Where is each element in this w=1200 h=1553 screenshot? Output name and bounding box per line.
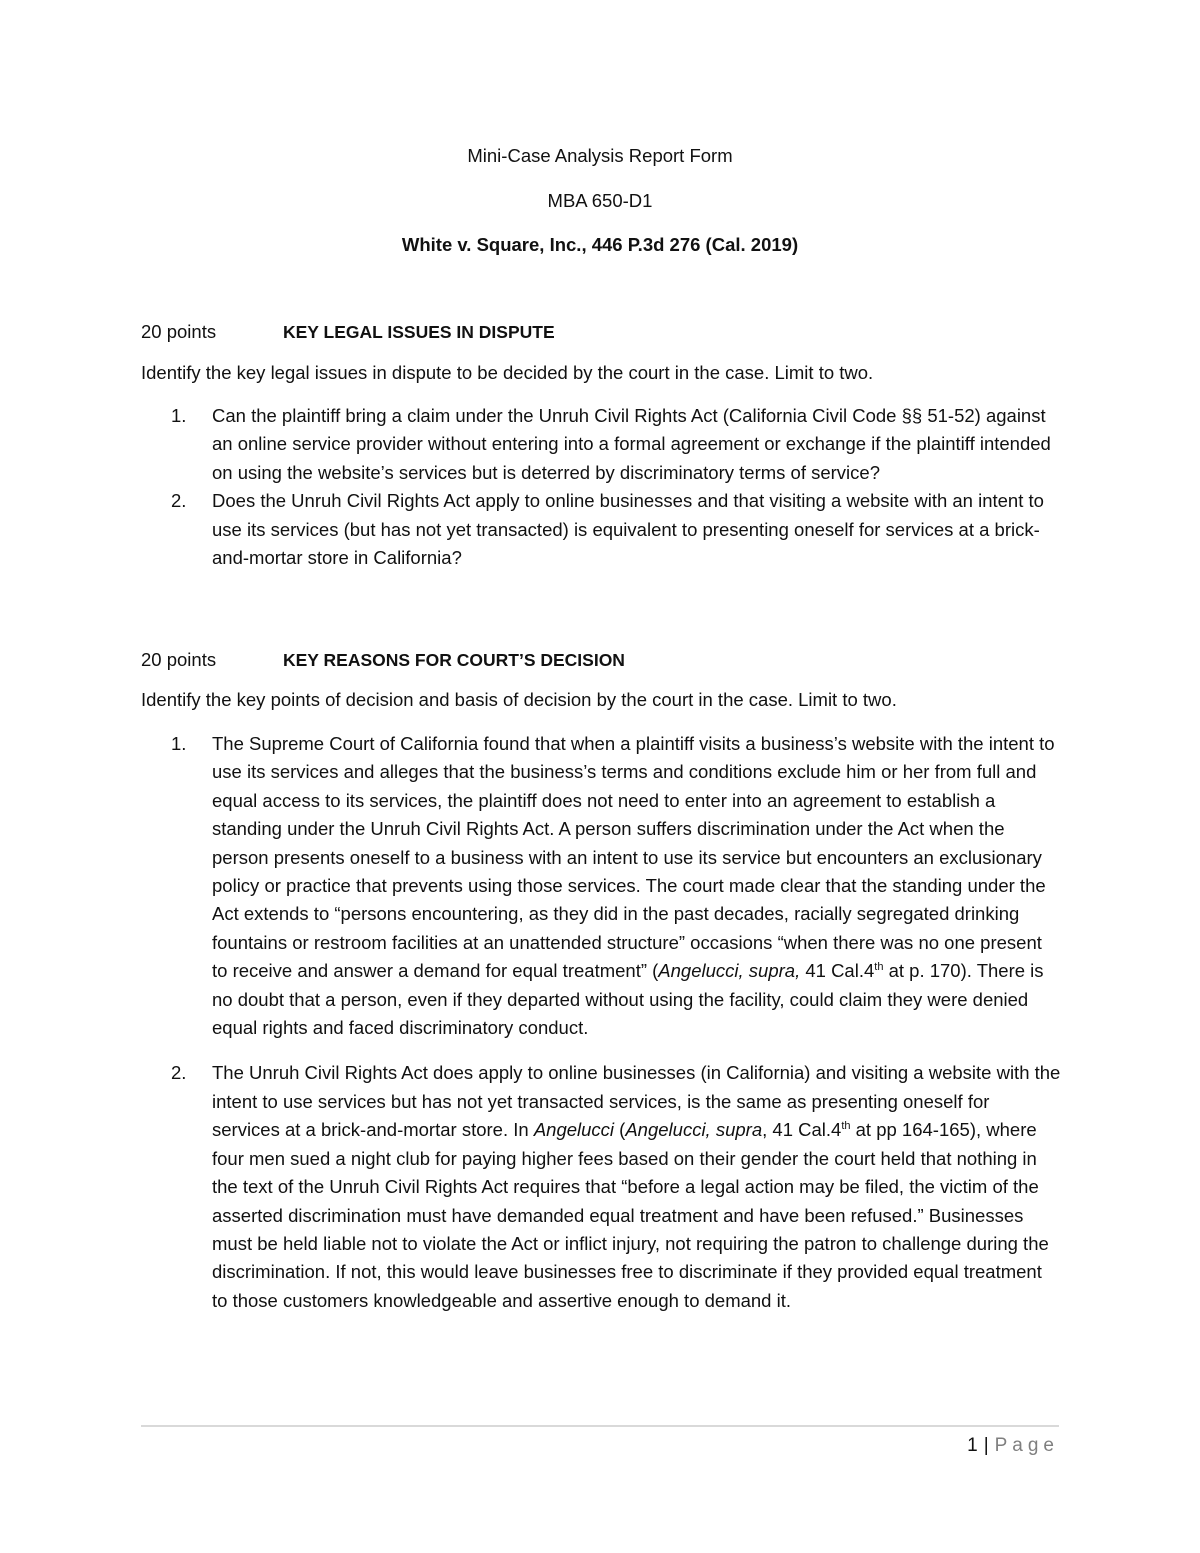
list-number: 2. [171,490,187,512]
superscript: th [841,1120,851,1133]
section-instruction: Identify the key legal issues in dispute to be decided by the court in the case. Limit to two. [141,362,874,383]
footer-separator: | [983,1435,989,1456]
list-item [141,730,1061,1042]
list-item-text: Can the plaintiff bring a claim under the Unruh Civil Rights Act (California Civil Code §§ 51-52) against an online service provider without entering into a formal agreement or exchange if the plaintiff intended on using the website’s services but is deterred by discriminatory terms of service? [212,405,1051,483]
superscript: th [874,961,884,974]
list-item-text-cont: at pp 164-165), where four men sued a night club for paying higher fees based on their gender the court held that nothing in the text of the Unruh Civil Rights Act requires that “before a legal action may be filed, the victim of the asserted discrimination must have demanded equal treatment and have been refused.” Businesses must be held liable not to violate the Act or inflict injury, not requiring the patron to challenge during the discrimination. If not, this would leave businesses free to discriminate if they provided equal treatment to those customers knowledgeable and assertive enough to demand it. [212,1119,1049,1311]
form-title: Mini-Case Analysis Report Form [467,145,733,166]
case-name-italic: Angelucci [533,1119,615,1141]
case-cite-volume: 41 Cal.4 [800,960,875,982]
section-heading: KEY LEGAL ISSUES IN DISPUTE [283,322,555,342]
page-label: Page [994,1435,1059,1456]
list-item [141,1059,1061,1315]
court-reasons-list [141,730,1061,1315]
list-number: 2. [171,1062,187,1084]
section-points: 20 points [141,321,217,342]
list-item-text: The Supreme Court of California found that when a plaintiff visits a business’s website with the intent to use its services and alleges that the business’s terms and conditions exclude him or her from full and equal access to its services, the plaintiff does not need to enter into an agreement to establish a standing under the Unruh Civil Rights Act. A person suffers discrimination under the Act when the person presents oneself to a business with an intent to use its service but encounters an exclusionary policy or practice that prevents using those services. The court made clear that the standing under the Act extends to “persons encountering, as they did in the past decades, racially segregated drinking fountains or restroom facilities at an unattended structure” occasions “when there was no one present to receive and answer a demand for equal treatment” ( [212,733,1055,982]
list-number: 1. [171,733,187,754]
section-legal-issues-header [141,319,1061,345]
list-item-text-cont: at p. 170). There is no doubt that a person, even if they departed without using the facility, could claim they were denied equal rights and faced discriminatory conduct. [212,960,1044,1039]
section-heading: KEY REASONS FOR COURT’S DECISION [283,650,625,670]
section-instruction: Identify the key points of decision and basis of decision by the court in the case. Limit to two. [141,689,897,710]
list-item [141,402,1061,487]
course-code: MBA 650-D1 [547,190,653,211]
page-number: 1 [967,1435,978,1456]
case-cite-italic: Angelucci, supra, [658,960,801,982]
paren-open: ( [614,1119,626,1141]
list-item-text: The Unruh Civil Rights Act does apply to online businesses (in California) and visiting a website with the intent to use services but has not yet transacted services, is the same as presenting oneself for services at a brick-and-mortar store. In [212,1062,1061,1141]
page-footer [967,1432,1059,1460]
legal-issues-list [141,402,1061,572]
section-points: 20 points [141,649,217,670]
list-number: 1. [171,405,187,426]
case-citation: White v. Square, Inc., 446 P.3d 276 (Cal. 2019) [401,234,799,255]
case-cite-italic: Angelucci, supra [625,1119,763,1141]
section-court-reasons-header [141,647,1061,673]
case-cite-volume: , 41 Cal.4 [762,1119,842,1141]
list-item [141,487,1061,572]
footer-divider [141,1425,1059,1427]
list-item-text: Does the Unruh Civil Rights Act apply to online businesses and that visiting a website with an intent to use its services (but has not yet transacted) is equivalent to presenting oneself for services at a brick-and-mortar store in California? [212,490,1044,569]
